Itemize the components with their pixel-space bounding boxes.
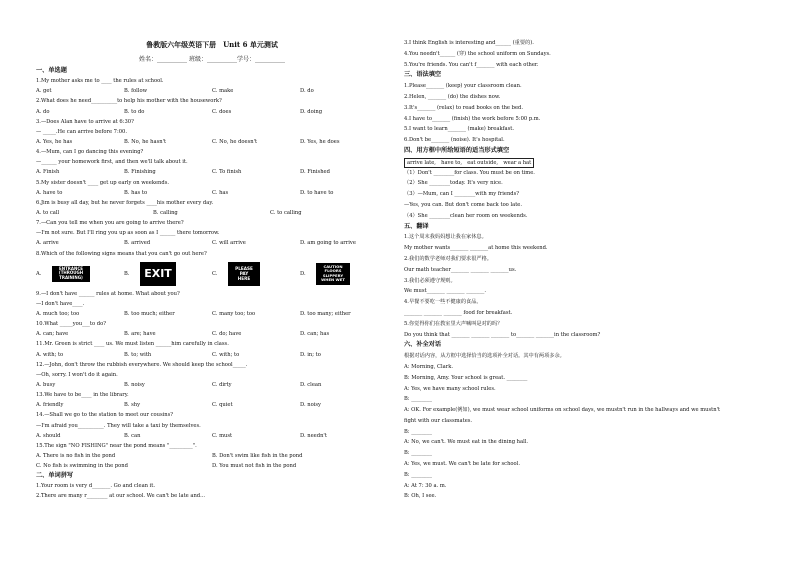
- sign-text: (THROUGH TRAINING): [58, 270, 84, 280]
- answer-option: B. Don't swim like fish in the pond: [212, 452, 303, 459]
- answer-option: A. have to: [36, 189, 63, 196]
- question-line: 10.What _____you___to do?: [36, 321, 106, 328]
- question-line: 3.I think English is interesting and______ (重要的).: [404, 40, 534, 46]
- answer-option: B. too much; either: [124, 310, 175, 317]
- question-line: 13.We have to be____ in the library.: [36, 392, 129, 399]
- answer-option: B. Finishing: [124, 169, 156, 176]
- answer-options: [36, 167, 388, 177]
- answer-option: C. do; have: [212, 331, 242, 338]
- answer-option: D. clean: [300, 381, 322, 388]
- sign-image: [316, 263, 350, 285]
- answer-options: [36, 86, 388, 96]
- section-heading: 二、单词拼写: [36, 472, 74, 480]
- answer-option: D. You must not fish in the pond: [212, 463, 297, 470]
- answer-option: A. friendly: [36, 402, 64, 409]
- question-line: A: Yes, we must. We can't be late for school.: [404, 461, 520, 468]
- sign-text: HERE: [237, 276, 251, 282]
- sign-text: WHEN WET: [321, 277, 345, 283]
- sign-options: [36, 261, 388, 287]
- answer-options: [36, 238, 388, 248]
- answer-options: [36, 461, 388, 471]
- answer-option: A. Yes, he has: [36, 138, 73, 145]
- question-line: 9.—I don't have ______ rules at home. What about you?: [36, 290, 180, 297]
- answer-option: C. will arrive: [212, 240, 246, 247]
- question-line: A: No, we can't. We must eat in the dining hall.: [404, 439, 529, 446]
- sign-text: ENTRANCE: [59, 265, 83, 271]
- answer-option: A. with; to: [36, 351, 64, 358]
- right-column: [404, 38, 784, 502]
- question-line: 2.There are many r________ at our school. We can't be late and...: [36, 493, 206, 500]
- sign-option-label: D.: [300, 270, 306, 277]
- answer-option: A. busy: [36, 381, 56, 388]
- answer-option: D. Finished: [300, 169, 330, 176]
- sign-text: PAY: [239, 271, 249, 277]
- question-line: 4.—Mum, can I go dancing this evening?: [36, 149, 144, 156]
- question-line: A: At 7: 30 a. m.: [404, 482, 447, 489]
- question-line: —I don't have____.: [36, 300, 85, 307]
- answer-option: B. follow: [124, 88, 148, 95]
- answer-option: A. Finish: [36, 169, 60, 176]
- question-line: We must_______ _______ _______.: [404, 288, 487, 295]
- answer-options: [36, 451, 388, 461]
- question-line: （2）She ________today. It's very nice.: [404, 180, 503, 187]
- sign-option-label: C.: [212, 270, 218, 277]
- section-heading: 一、单选题: [36, 67, 67, 74]
- answer-option: A. can; have: [36, 331, 69, 338]
- question-line: —______ your homework first, and then we'll talk about it.: [36, 159, 188, 166]
- answer-option: C. No, he doesn't: [212, 138, 258, 145]
- answer-option: C. To finish: [212, 169, 242, 176]
- answer-option: C. does: [212, 108, 232, 115]
- answer-option: D. doing: [300, 108, 323, 115]
- answer-option: B. No, he hasn't: [124, 138, 167, 145]
- question-line: 5.I want to learn_______ (make) breakfast.: [404, 126, 514, 133]
- answer-option: A. arrive: [36, 240, 59, 247]
- sign-option: [300, 263, 388, 285]
- question-line: 6.Jim is busy all day, but he never forgets ____his mother every day.: [36, 199, 214, 206]
- question-line: 根据对话内容，从方框中选择恰当的选项补全对话。其中有两项多余。: [404, 353, 565, 360]
- answer-option: A. much too; too: [36, 310, 80, 317]
- answer-option: D. do: [300, 88, 314, 95]
- answer-option: C. has: [212, 189, 229, 196]
- answer-option: D. can; has: [300, 331, 330, 338]
- question-line: —Yes, you can. But don't come back too late.: [404, 201, 523, 208]
- question-line: B: Oh, I see.: [404, 493, 437, 500]
- phrase-box-row: [404, 157, 784, 168]
- section-heading: 四、用方框中所给短语的适当形式填空: [404, 146, 510, 154]
- student-info-line: 姓名：__________ 班级：__________学号：__________: [139, 56, 285, 63]
- answer-option: D. Yes, he does: [300, 138, 340, 145]
- question-line: B: ________: [404, 428, 432, 435]
- question-line: 5.You're friends. You can't f_______ with each other.: [404, 61, 539, 68]
- answer-option: B. arrived: [124, 240, 151, 247]
- answer-option: A. do: [36, 108, 50, 115]
- question-line: （4）She ________clean her room on weekends.: [404, 212, 528, 219]
- question-line: B: ________: [404, 450, 432, 457]
- question-line: —Oh, sorry. I won't do it again.: [36, 371, 118, 378]
- question-line: B: ________: [404, 471, 432, 478]
- question-line: 6.Don't be_______ (noise). It's hospital.: [404, 137, 505, 144]
- answer-option: B. can: [124, 432, 141, 439]
- question-line: 3.—Does Alan have to arrive at 6:30?: [36, 118, 134, 125]
- answer-options: [36, 400, 388, 410]
- answer-option: B. are; have: [124, 331, 156, 338]
- answer-options: [36, 107, 388, 117]
- sign-text: EXIT: [144, 266, 172, 280]
- question-line: 5.你觉得你们在教室里大声喊叫是对的吗？: [404, 320, 503, 327]
- question-line: 14.—Shall we go to the station to meet our cousins?: [36, 412, 174, 419]
- answer-option: D. too many; either: [300, 310, 351, 317]
- question-line: 11.Mr. Green is strict ____ us. We must listen ______him carefully in class.: [36, 341, 229, 348]
- question-line: —I'm not sure. But I'll ring you up as soon as I ______ there tomorrow.: [36, 230, 220, 237]
- answer-option: A. There is no fish in the pond: [36, 452, 116, 459]
- sign-image: [140, 262, 176, 286]
- answer-options: [36, 137, 388, 147]
- answer-options: [36, 208, 388, 218]
- section-heading: 三、语法填空: [404, 71, 442, 79]
- answer-option: D. am going to arrive: [300, 240, 356, 247]
- question-line: 7.—Can you tell me when you are going to arrive there?: [36, 220, 184, 227]
- question-line: Our math teacher_______ _______ _______us.: [404, 266, 517, 273]
- answer-option: B. calling: [153, 209, 178, 216]
- question-line: 3.It's_______ (relax) to read books on the bed.: [404, 104, 524, 111]
- sign-text: FLOORS: [324, 268, 342, 274]
- question-line: —I'm afraid you__________. They will take a taxi by themselves.: [36, 422, 201, 429]
- question-line: fight with our classmates.: [404, 417, 473, 424]
- question-line: 4.I have to_______ (finish) the work before 5:00 p.m.: [404, 115, 541, 122]
- question-line: 1.Your room is very d_______. Go and clean it.: [36, 483, 156, 490]
- question-line: 3.我们必须遵守规则。: [404, 277, 456, 284]
- question-line: A: Yes, we have many school rules.: [404, 385, 496, 392]
- answer-option: B. to do: [124, 108, 145, 115]
- question-line: Do you think that _______ _______ _______ to_______ _______in the classroom?: [404, 331, 601, 338]
- answer-option: C. No fish is swimming in the pond: [36, 463, 128, 470]
- question-line: 1.My mother asks me to ____ the rules at school.: [36, 78, 164, 85]
- sign-option: [124, 262, 212, 286]
- sign-text: CAUTION: [323, 263, 343, 269]
- answer-options: [36, 329, 388, 339]
- answer-option: A. should: [36, 432, 61, 439]
- question-line: （3）—Mum, can I ________with my friends?: [404, 191, 520, 198]
- answer-options: [36, 380, 388, 390]
- answer-options: [36, 350, 388, 360]
- sign-image: [228, 262, 260, 286]
- answer-option: D. noisy: [300, 402, 321, 409]
- question-line: 12.—John, don't throw the rubbish everywhere. We should keep the school_____.: [36, 361, 248, 368]
- section-heading: 六、补全对话: [404, 341, 442, 349]
- answer-option: C. dirty: [212, 381, 232, 388]
- question-line: 15.The sign "NO FISHING" near the pond means "_________".: [36, 442, 197, 449]
- answer-option: C. make: [212, 88, 234, 95]
- answer-option: C. quiet: [212, 402, 233, 409]
- sign-text: SLIPPERY: [322, 272, 344, 278]
- question-line: （1）Don't ________for class. You must be on time.: [404, 169, 535, 176]
- question-line: 1.这个周末我妈妈想让我在家休息。: [404, 234, 487, 241]
- question-line: B: ________: [404, 396, 432, 403]
- answer-options: [36, 188, 388, 198]
- question-line: My mother wants_______ _______at home this weekend.: [404, 245, 548, 252]
- answer-option: C. many too; too: [212, 310, 256, 317]
- left-column: [36, 66, 388, 502]
- sign-option-label: A.: [36, 270, 42, 277]
- answer-option: B. shy: [124, 402, 141, 409]
- sign-option-label: B.: [124, 270, 130, 277]
- answer-option: C. with; to: [212, 351, 240, 358]
- sign-option: [212, 262, 300, 286]
- question-line: 5.My sister doesn't ____ get up early on weekends.: [36, 179, 170, 186]
- answer-option: B. has to: [124, 189, 148, 196]
- question-line: B: Morning, Amy. Your school is great. ________: [404, 374, 528, 381]
- question-line: 4.You needn't______ (穿) the school uniform on Sundays.: [404, 50, 551, 57]
- answer-option: D. to have to: [300, 189, 334, 196]
- sign-text: PLEASE: [235, 266, 253, 272]
- question-line: 2.我们的数学老师对我们要求很严格。: [404, 255, 492, 262]
- answer-option: C. must: [212, 432, 233, 439]
- answer-option: B. to; with: [124, 351, 152, 358]
- answer-option: D. needn't: [300, 432, 327, 439]
- question-line: 4.早餐不要吃一些不健康的食品。: [404, 299, 482, 306]
- question-line: 1.Please_______ (keep) your classroom clean.: [404, 83, 522, 90]
- sign-image: [52, 266, 90, 282]
- question-line: A: OK. For example(例如), we must wear school uniforms on school days, we mustn't run in the hallways and we mustn't: [404, 407, 721, 414]
- question-line: 2.What does he need__________to help his mother with the housework?: [36, 98, 222, 105]
- question-line: 2.Helen, _______ (do) the dishes now.: [404, 93, 501, 100]
- sign-option: [36, 266, 124, 282]
- page-title: 鲁教版六年级英语下册 Unit 6 单元测试: [146, 40, 278, 49]
- phrase-box: arrive late, have to, eat outside, wear a hat: [404, 158, 534, 168]
- question-line: _______ _______ _______ food for breakfast.: [404, 309, 513, 316]
- question-line: A: Morning, Clark.: [404, 363, 454, 370]
- question-line: — _____.He can arrive before 7:00.: [36, 128, 127, 135]
- answer-option: C. to calling: [270, 209, 302, 216]
- answer-options: [36, 431, 388, 441]
- answer-options: [36, 309, 388, 319]
- answer-option: A. to call: [36, 209, 60, 216]
- answer-option: A. get: [36, 88, 52, 95]
- answer-option: B. noisy: [124, 381, 145, 388]
- answer-option: D. in; to: [300, 351, 321, 358]
- section-heading: 五、翻译: [404, 222, 429, 230]
- question-line: 8.Which of the following signs means that you can't go out here?: [36, 250, 207, 257]
